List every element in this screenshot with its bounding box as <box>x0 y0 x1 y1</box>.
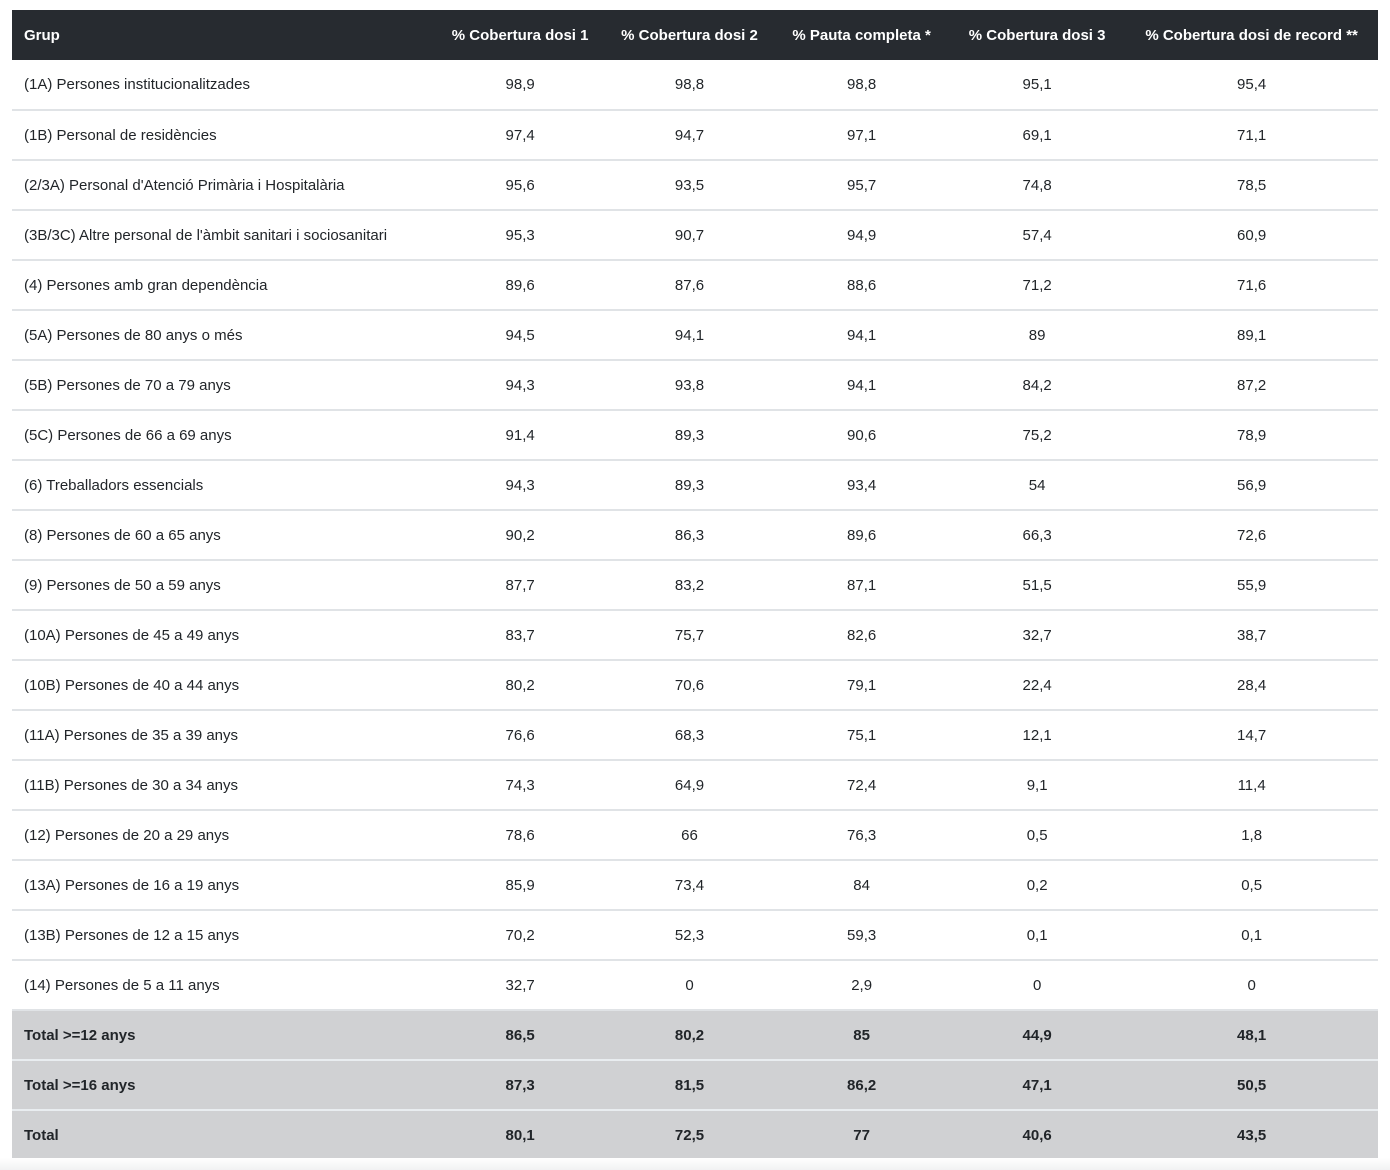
value-cell: 47,1 <box>949 1060 1125 1110</box>
group-cell: (14) Persones de 5 a 11 anys <box>12 960 435 1010</box>
value-cell: 9,1 <box>949 760 1125 810</box>
value-cell: 28,4 <box>1125 660 1378 710</box>
value-cell: 73,4 <box>605 860 774 910</box>
table-row <box>12 60 1378 110</box>
table-row <box>12 210 1378 260</box>
value-cell: 50,5 <box>1125 1060 1378 1110</box>
value-cell: 89,3 <box>605 410 774 460</box>
value-cell: 89 <box>949 310 1125 360</box>
group-cell: (11A) Persones de 35 a 39 anys <box>12 710 435 760</box>
table-row <box>12 260 1378 310</box>
column-header: % Cobertura dosi 3 <box>949 10 1125 60</box>
value-cell: 87,3 <box>435 1060 604 1110</box>
value-cell: 83,7 <box>435 610 604 660</box>
vaccination-coverage-table <box>12 10 1378 1160</box>
value-cell: 86,2 <box>774 1060 949 1110</box>
value-cell: 0 <box>605 960 774 1010</box>
table-row <box>12 810 1378 860</box>
total-row <box>12 1110 1378 1160</box>
value-cell: 95,7 <box>774 160 949 210</box>
value-cell: 55,9 <box>1125 560 1378 610</box>
value-cell: 68,3 <box>605 710 774 760</box>
value-cell: 74,8 <box>949 160 1125 210</box>
value-cell: 85,9 <box>435 860 604 910</box>
value-cell: 38,7 <box>1125 610 1378 660</box>
value-cell: 0,5 <box>1125 860 1378 910</box>
group-cell: (2/3A) Personal d'Atenció Primària i Hospitalària <box>12 160 435 210</box>
value-cell: 0,2 <box>949 860 1125 910</box>
value-cell: 0 <box>949 960 1125 1010</box>
value-cell: 72,4 <box>774 760 949 810</box>
value-cell: 71,2 <box>949 260 1125 310</box>
value-cell: 90,6 <box>774 410 949 460</box>
value-cell: 98,8 <box>774 60 949 110</box>
page-bottom-strip <box>0 1158 1390 1170</box>
value-cell: 72,6 <box>1125 510 1378 560</box>
table-header <box>12 10 1378 60</box>
column-header: % Cobertura dosi 1 <box>435 10 604 60</box>
table-row <box>12 860 1378 910</box>
group-cell: (13A) Persones de 16 a 19 anys <box>12 860 435 910</box>
value-cell: 80,2 <box>605 1010 774 1060</box>
value-cell: 1,8 <box>1125 810 1378 860</box>
group-cell: (1A) Persones institucionalitzades <box>12 60 435 110</box>
value-cell: 76,3 <box>774 810 949 860</box>
value-cell: 77 <box>774 1110 949 1160</box>
group-cell: (9) Persones de 50 a 59 anys <box>12 560 435 610</box>
value-cell: 87,1 <box>774 560 949 610</box>
value-cell: 78,9 <box>1125 410 1378 460</box>
table-row <box>12 660 1378 710</box>
value-cell: 57,4 <box>949 210 1125 260</box>
value-cell: 70,6 <box>605 660 774 710</box>
value-cell: 80,2 <box>435 660 604 710</box>
value-cell: 94,5 <box>435 310 604 360</box>
value-cell: 0,1 <box>949 910 1125 960</box>
group-cell: (8) Persones de 60 a 65 anys <box>12 510 435 560</box>
value-cell: 94,1 <box>774 360 949 410</box>
value-cell: 11,4 <box>1125 760 1378 810</box>
table-row <box>12 310 1378 360</box>
value-cell: 94,9 <box>774 210 949 260</box>
group-cell: (6) Treballadors essencials <box>12 460 435 510</box>
total-row <box>12 1010 1378 1060</box>
value-cell: 89,1 <box>1125 310 1378 360</box>
column-header: % Cobertura dosi de record ** <box>1125 10 1378 60</box>
group-cell: (11B) Persones de 30 a 34 anys <box>12 760 435 810</box>
value-cell: 70,2 <box>435 910 604 960</box>
value-cell: 87,7 <box>435 560 604 610</box>
value-cell: 78,6 <box>435 810 604 860</box>
value-cell: 87,6 <box>605 260 774 310</box>
value-cell: 97,1 <box>774 110 949 160</box>
table-body <box>12 60 1378 1160</box>
table-row <box>12 960 1378 1010</box>
group-cell: (5B) Persones de 70 a 79 anys <box>12 360 435 410</box>
table-row <box>12 110 1378 160</box>
value-cell: 81,5 <box>605 1060 774 1110</box>
group-cell: (10A) Persones de 45 a 49 anys <box>12 610 435 660</box>
value-cell: 83,2 <box>605 560 774 610</box>
value-cell: 84,2 <box>949 360 1125 410</box>
value-cell: 98,8 <box>605 60 774 110</box>
column-header-group: Grup <box>12 10 435 60</box>
value-cell: 91,4 <box>435 410 604 460</box>
value-cell: 43,5 <box>1125 1110 1378 1160</box>
value-cell: 48,1 <box>1125 1010 1378 1060</box>
table-row <box>12 460 1378 510</box>
value-cell: 32,7 <box>435 960 604 1010</box>
table-row <box>12 910 1378 960</box>
value-cell: 0 <box>1125 960 1378 1010</box>
table-row <box>12 710 1378 760</box>
value-cell: 82,6 <box>774 610 949 660</box>
value-cell: 89,6 <box>774 510 949 560</box>
value-cell: 93,8 <box>605 360 774 410</box>
value-cell: 94,3 <box>435 460 604 510</box>
value-cell: 56,9 <box>1125 460 1378 510</box>
value-cell: 80,1 <box>435 1110 604 1160</box>
group-cell: Total >=16 anys <box>12 1060 435 1110</box>
group-cell: (5C) Persones de 66 a 69 anys <box>12 410 435 460</box>
column-header: % Cobertura dosi 2 <box>605 10 774 60</box>
table-row <box>12 760 1378 810</box>
value-cell: 32,7 <box>949 610 1125 660</box>
group-cell: Total >=12 anys <box>12 1010 435 1060</box>
group-cell: (3B/3C) Altre personal de l'àmbit sanitari i sociosanitari <box>12 210 435 260</box>
value-cell: 66 <box>605 810 774 860</box>
value-cell: 89,6 <box>435 260 604 310</box>
group-cell: Total <box>12 1110 435 1160</box>
value-cell: 97,4 <box>435 110 604 160</box>
value-cell: 71,1 <box>1125 110 1378 160</box>
value-cell: 69,1 <box>949 110 1125 160</box>
header-row <box>12 10 1378 60</box>
value-cell: 84 <box>774 860 949 910</box>
table-row <box>12 560 1378 610</box>
total-row <box>12 1060 1378 1110</box>
value-cell: 89,3 <box>605 460 774 510</box>
value-cell: 0,5 <box>949 810 1125 860</box>
group-cell: (5A) Persones de 80 anys o més <box>12 310 435 360</box>
value-cell: 52,3 <box>605 910 774 960</box>
value-cell: 75,2 <box>949 410 1125 460</box>
table-row <box>12 160 1378 210</box>
value-cell: 86,3 <box>605 510 774 560</box>
value-cell: 94,1 <box>774 310 949 360</box>
value-cell: 90,7 <box>605 210 774 260</box>
value-cell: 95,3 <box>435 210 604 260</box>
value-cell: 12,1 <box>949 710 1125 760</box>
table-row <box>12 360 1378 410</box>
value-cell: 72,5 <box>605 1110 774 1160</box>
value-cell: 64,9 <box>605 760 774 810</box>
value-cell: 51,5 <box>949 560 1125 610</box>
value-cell: 2,9 <box>774 960 949 1010</box>
table-row <box>12 610 1378 660</box>
value-cell: 22,4 <box>949 660 1125 710</box>
value-cell: 95,1 <box>949 60 1125 110</box>
value-cell: 74,3 <box>435 760 604 810</box>
value-cell: 95,4 <box>1125 60 1378 110</box>
value-cell: 75,1 <box>774 710 949 760</box>
value-cell: 44,9 <box>949 1010 1125 1060</box>
group-cell: (10B) Persones de 40 a 44 anys <box>12 660 435 710</box>
value-cell: 94,7 <box>605 110 774 160</box>
value-cell: 93,5 <box>605 160 774 210</box>
value-cell: 94,1 <box>605 310 774 360</box>
value-cell: 76,6 <box>435 710 604 760</box>
value-cell: 88,6 <box>774 260 949 310</box>
value-cell: 14,7 <box>1125 710 1378 760</box>
value-cell: 66,3 <box>949 510 1125 560</box>
group-cell: (1B) Personal de residències <box>12 110 435 160</box>
group-cell: (4) Persones amb gran dependència <box>12 260 435 310</box>
group-cell: (12) Persones de 20 a 29 anys <box>12 810 435 860</box>
value-cell: 95,6 <box>435 160 604 210</box>
value-cell: 59,3 <box>774 910 949 960</box>
value-cell: 87,2 <box>1125 360 1378 410</box>
group-cell: (13B) Persones de 12 a 15 anys <box>12 910 435 960</box>
value-cell: 40,6 <box>949 1110 1125 1160</box>
value-cell: 86,5 <box>435 1010 604 1060</box>
value-cell: 60,9 <box>1125 210 1378 260</box>
value-cell: 71,6 <box>1125 260 1378 310</box>
value-cell: 75,7 <box>605 610 774 660</box>
value-cell: 54 <box>949 460 1125 510</box>
value-cell: 79,1 <box>774 660 949 710</box>
value-cell: 98,9 <box>435 60 604 110</box>
value-cell: 78,5 <box>1125 160 1378 210</box>
value-cell: 90,2 <box>435 510 604 560</box>
value-cell: 93,4 <box>774 460 949 510</box>
table-row <box>12 410 1378 460</box>
value-cell: 85 <box>774 1010 949 1060</box>
column-header: % Pauta completa * <box>774 10 949 60</box>
value-cell: 94,3 <box>435 360 604 410</box>
value-cell: 0,1 <box>1125 910 1378 960</box>
table-row <box>12 510 1378 560</box>
